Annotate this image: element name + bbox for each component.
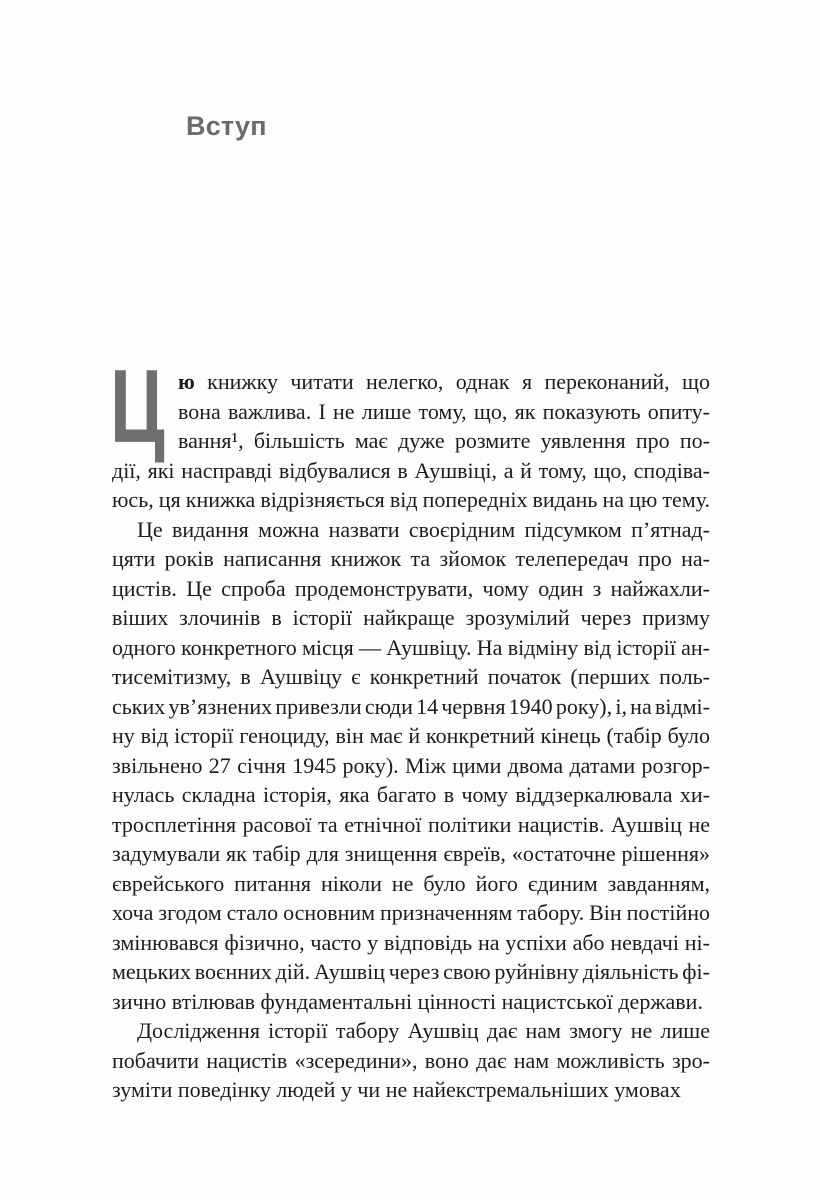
text-line: ських ув’язнених привезли сюди 14 червня 1940 року), і, на відмі- [112,693,710,719]
text-line: дії, які насправді відбувалися в Аушвіці, а й тому, що, сподіва- [112,457,710,483]
lead-letter: ю [178,369,195,394]
drop-cap-letter: Ц [110,349,165,465]
text-line: єврейського питання ніколи не було його єдиним завданням, [112,870,710,896]
text-line: ю книжку читати нелегко, однак я переконаний, що [178,369,710,394]
text-line: цистів. Це спроба продемонструвати, чому один з найжахли- [112,575,710,601]
text-line: зично втілював фундаментальні цінності нацистської держави. [112,988,703,1014]
text-line: хоча згодом стало основним призначенням табору. Він постійно [112,900,710,925]
body-text [112,367,710,1105]
text-line: задумували як табір для знищення євреїв, «остаточне рішення» [112,841,710,866]
text-line: змінювався фізично, часто у відповідь на успіхи або невдачі ні- [112,929,710,955]
text-line: тисемітизму, в Аушвіцу є конкретний початок (перших поль- [112,664,710,689]
text-line: Дослідження історії табору Аушвіц дає нам змогу не лише [137,1018,710,1043]
text-line: звільнено 27 січня 1945 року). Між цими двома датами розгор- [112,752,710,778]
text-line: віших злочинів в історії найкраще зрозумілий через призму [112,605,710,630]
text-line: побачити нацистів «зсередини», воно дає нам можливість зро- [112,1047,710,1073]
text-line: ну від історії геноциду, він має й конкретний кінець (табір було [112,723,710,748]
text-line: юсь, ця книжка відрізняється від попередніх видань на цю тему. [112,487,710,512]
chapter-title: Вступ [186,111,267,141]
text-line: нулась складна історія, яка багато в чому віддзеркалювала хи- [112,782,710,807]
text-line: одного конкретного місця — Аушвіцу. На відміну від історії ан- [112,634,710,660]
text-line: Це видання можна назвати своєрідним підсумком п’ятнад- [137,516,710,542]
text-line: мецьких воєнних дій. Аушвіц через свою руйнівну діяльність фі- [112,959,710,984]
text-line: вання¹, більшість має дуже розмите уявлення про по- [178,428,710,453]
text-line: вона важлива. І не лише тому, що, як показують опиту- [178,398,710,424]
text-line: зуміти поведінку людей у чи не найекстремальніших умовах [112,1077,681,1102]
text-line: тросплетіння расової та етнічної політики нацистів. Аушвіц не [112,811,710,837]
text-line: цяти років написання книжок та зйомок телепередач про на- [112,546,710,571]
